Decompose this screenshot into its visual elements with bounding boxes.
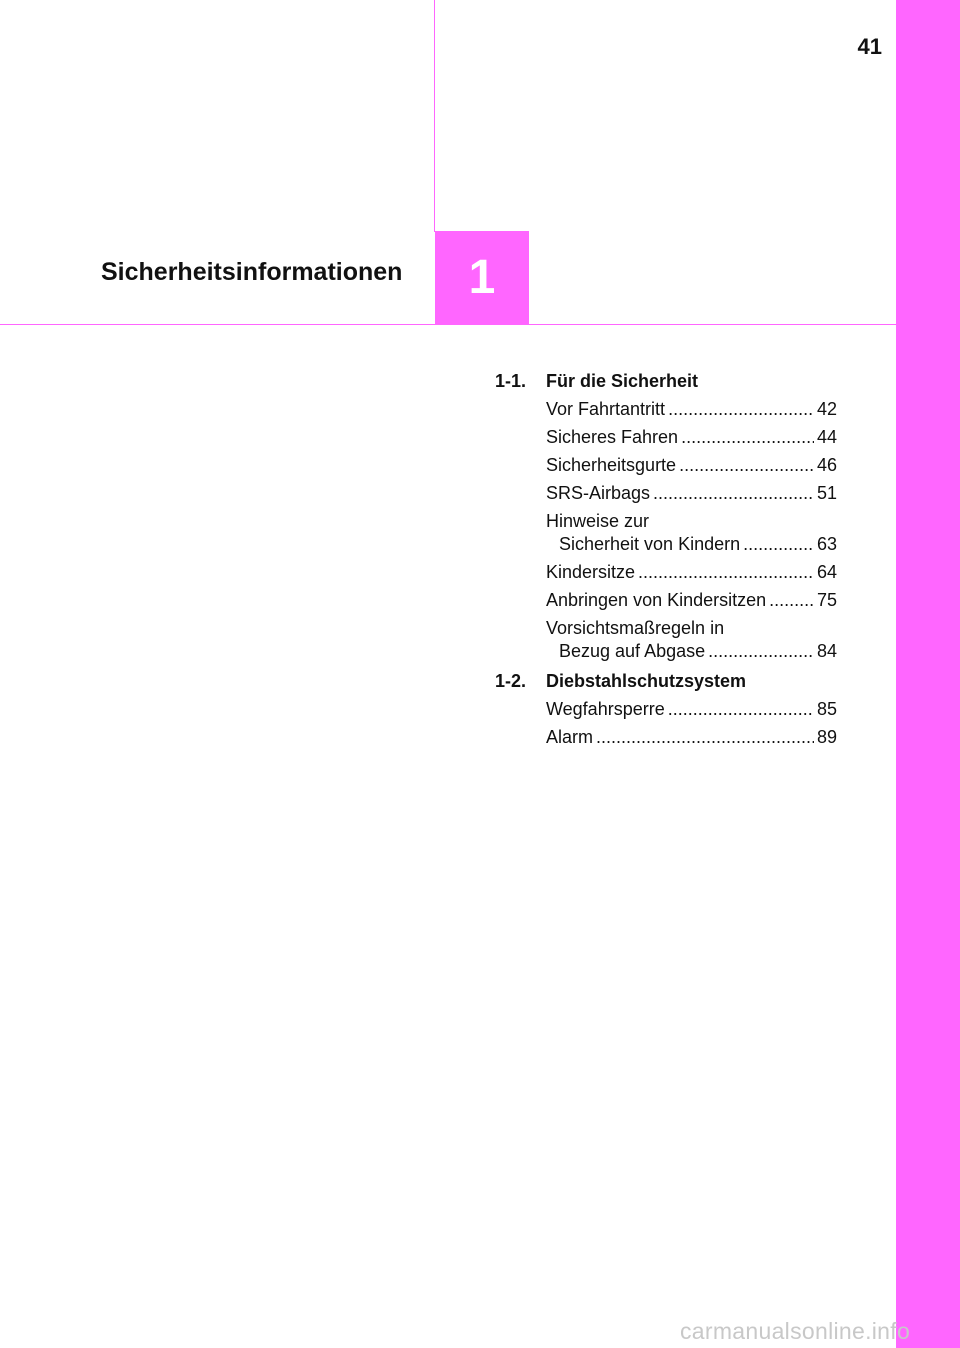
chapter-number: 1: [468, 251, 496, 304]
toc-entry[interactable]: [546, 398, 837, 421]
toc-entry-page: 46: [816, 455, 837, 475]
toc-dot-leader: [638, 561, 814, 584]
toc-entry-page: 89: [816, 727, 837, 747]
table-of-contents: [495, 370, 837, 756]
toc-entry[interactable]: [546, 510, 837, 556]
toc-entry-page: 64: [816, 562, 837, 582]
toc-section: [495, 370, 837, 663]
toc-entry-title: Sicherheitsgurte: [546, 455, 677, 475]
toc-dot-leader: [708, 640, 814, 663]
toc-dot-leader: [681, 426, 814, 449]
toc-section-heading[interactable]: [495, 370, 837, 393]
toc-entry-title: Sicheres Fahren: [546, 427, 679, 447]
toc-entry-title-line1: Hinweise zur: [546, 511, 650, 531]
toc-section-number: 1-2.: [495, 671, 527, 691]
toc-entry[interactable]: [546, 426, 837, 449]
header-vertical-rule: [434, 0, 435, 232]
toc-entry-title: Alarm: [546, 727, 594, 747]
toc-section-title: Für die Sicherheit: [546, 371, 699, 391]
toc-entry-title: Anbringen von Kindersitzen: [546, 590, 767, 610]
toc-entry-page: 44: [816, 427, 837, 447]
chapter-title: Sicherheitsinformationen: [101, 258, 403, 286]
toc-entry[interactable]: [546, 589, 837, 612]
toc-entry-title-line2: Bezug auf Abgase: [559, 641, 706, 661]
toc-entry-page: 63: [816, 534, 837, 554]
toc-entry[interactable]: [546, 454, 837, 477]
toc-section-number: 1-1.: [495, 371, 527, 391]
toc-entry-page: 84: [816, 641, 837, 661]
toc-dot-leader: [769, 589, 814, 612]
toc-entry[interactable]: [546, 482, 837, 505]
toc-dot-leader: [743, 533, 814, 556]
toc-section-title: Diebstahlschutzsystem: [546, 671, 747, 691]
toc-entry[interactable]: [546, 726, 837, 749]
watermark-text: carmanualsonline.info: [680, 1318, 911, 1344]
toc-dot-leader: [653, 482, 814, 505]
toc-entry[interactable]: [546, 561, 837, 584]
toc-entry[interactable]: [546, 617, 837, 663]
toc-entry-page: 75: [816, 590, 837, 610]
toc-dot-leader: [679, 454, 814, 477]
chapter-side-band: [896, 0, 960, 1348]
toc-section-heading[interactable]: [495, 670, 837, 693]
toc-entry-page: 42: [816, 399, 837, 419]
toc-entry-title-line1: Vorsichtsmaßregeln in: [546, 618, 725, 638]
toc-dot-leader: [668, 398, 814, 421]
toc-entry[interactable]: [546, 698, 837, 721]
toc-entry-title: Wegfahrsperre: [546, 699, 665, 719]
toc-section: [495, 670, 837, 749]
toc-entry-page: 85: [816, 699, 837, 719]
toc-dot-leader: [596, 726, 814, 749]
chapter-number-box: [435, 231, 529, 325]
toc-entry-title: Vor Fahrtantritt: [546, 399, 666, 419]
toc-entry-title-line2: Sicherheit von Kindern: [559, 534, 741, 554]
toc-entry-title: SRS-Airbags: [546, 483, 651, 503]
toc-entry-page: 51: [816, 483, 837, 503]
page-number: 41: [857, 34, 882, 59]
toc-entry-title: Kindersitze: [546, 562, 636, 582]
toc-dot-leader: [668, 698, 814, 721]
